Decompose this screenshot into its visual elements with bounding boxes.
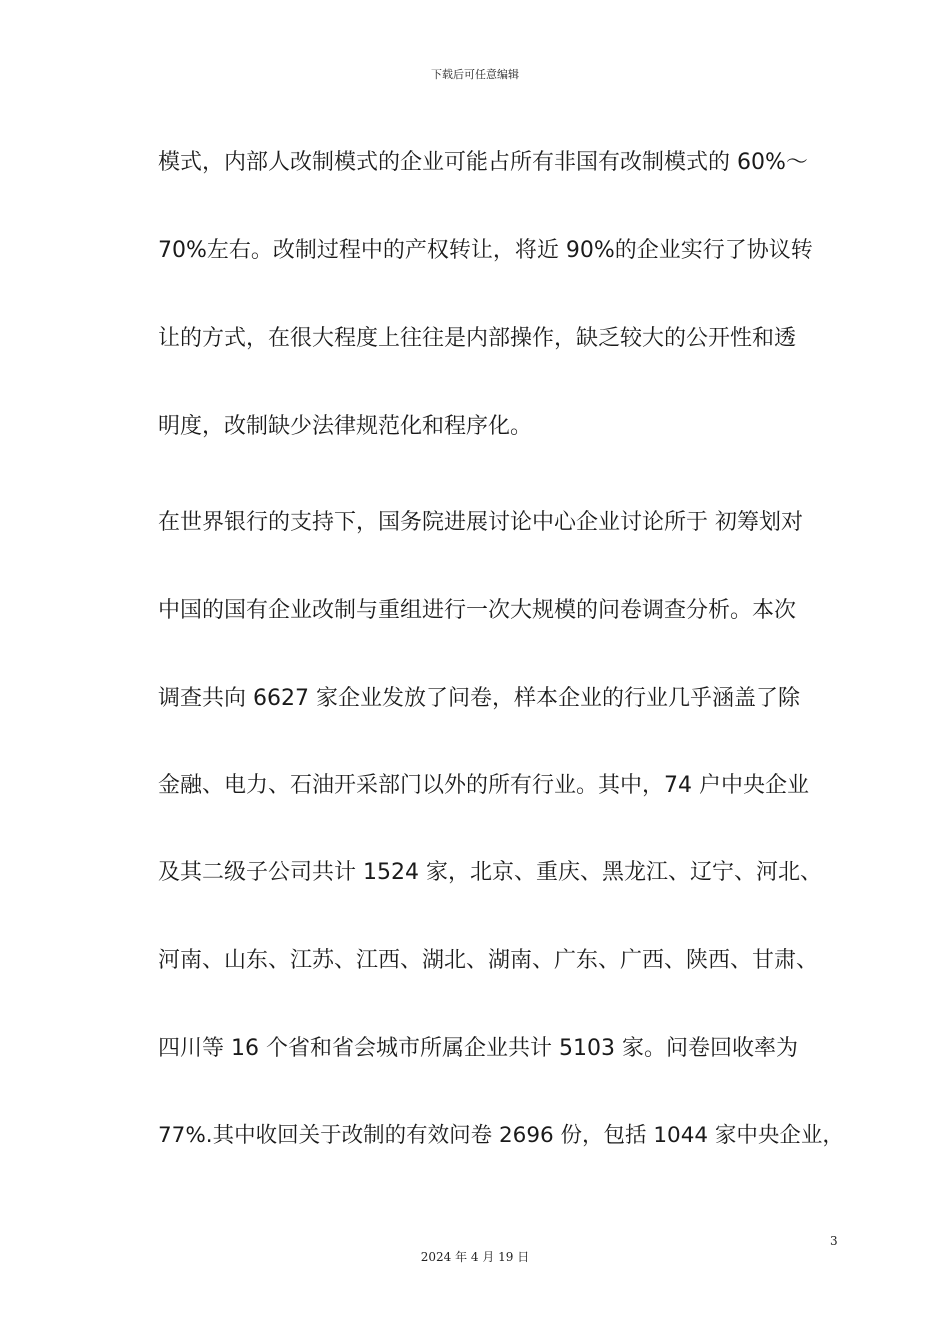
paragraph-1-line-4: 明度，改制缺少法律规范化和程序化。	[158, 414, 533, 439]
header-note: 下载后可任意编辑	[431, 68, 519, 81]
footer-date: 2024 年 4 月 19 日	[420, 1250, 530, 1264]
page-number: 3	[830, 1234, 838, 1248]
paragraph-2-line-7: 四川等 16 个省和省会城市所属企业共计 5103 家。问卷回收率为	[158, 1036, 798, 1061]
paragraph-2-line-5: 及其二级子公司共计 1524 家，北京、重庆、黑龙江、辽宁、河北、	[158, 860, 822, 885]
paragraph-2-line-2: 中国的国有企业改制与重组进行一次大规模的问卷调查分析。本次	[158, 598, 797, 623]
paragraph-2-line-3: 调查共向 6627 家企业发放了问卷，样本企业的行业几乎涵盖了除	[158, 686, 800, 711]
paragraph-2-line-4: 金融、电力、石油开采部门以外的所有行业。其中，74 户中央企业	[158, 773, 809, 798]
paragraph-2-line-6: 河南、山东、江苏、江西、湖北、湖南、广东、广西、陕西、甘肃、	[158, 948, 819, 973]
paragraph-1-line-1: 模式，内部人改制模式的企业可能占所有非国有改制模式的 60%～	[158, 150, 808, 175]
paragraph-1-line-2: 70%左右。改制过程中的产权转让，将近 90%的企业实行了协议转	[158, 238, 813, 263]
paragraph-1-line-3: 让的方式，在很大程度上往往是内部操作，缺乏较大的公开性和透	[158, 326, 797, 351]
paragraph-2-line-8: 77%.其中收回关于改制的有效问卷 2696 份，包括 1044 家中央企业，	[158, 1123, 844, 1148]
paragraph-2-line-1: 在世界银行的支持下，国务院进展讨论中心企业讨论所于 初筹划对	[158, 510, 803, 535]
